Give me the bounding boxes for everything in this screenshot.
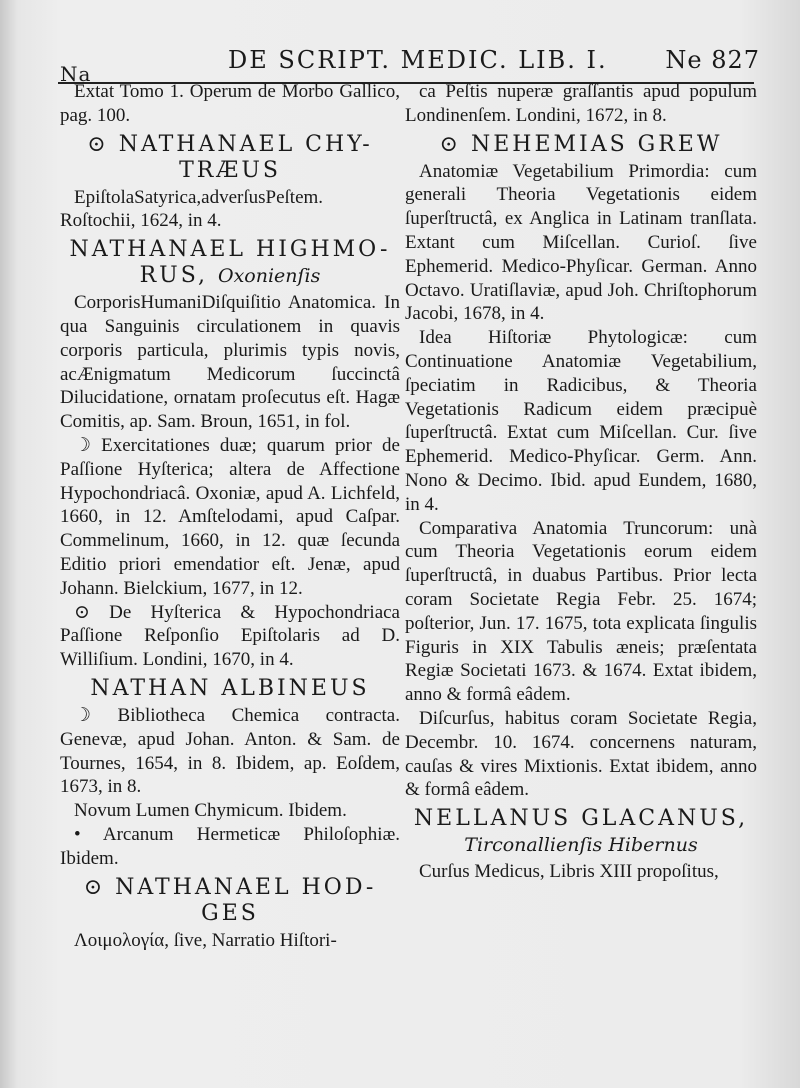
bibliographic-entry: • Arcanum Hermeticæ Philoſophiæ. Ibidem. xyxy=(60,823,400,869)
bibliographic-entry: Curſus Medicus, Libris XIII propoſitus, xyxy=(419,861,719,883)
bibliographic-entry: CorporisHumaniDiſquiſitio Anatomica. In qua Sanguinis circulationem in quavis corporis particula, plurimis typis novis, acÆnigmatum Medicorum ſuccinctâ Dilucidatione, ornatam proſecutus eſt. Hagæ Comitis, ap. Sam. Broun, 1651, in fol. xyxy=(60,292,400,433)
bibliographic-entry: EpiſtolaSatyrica,adverſusPeſtem. Roſtochii, 1624, in 4. xyxy=(60,186,324,232)
author-name: NATHAN ALBINEUS xyxy=(90,675,370,701)
left-column xyxy=(60,80,400,952)
running-header xyxy=(58,44,760,86)
bibliographic-entry: Extat Tomo 1. Operum de Morbo Gallico, pag. 100. xyxy=(60,81,400,126)
author-origin: Tirconallienſis Hibernus xyxy=(464,834,698,857)
right-column xyxy=(405,80,757,884)
bibliographic-entry: Idea Hiſtoriæ Phytologicæ: cum Continuatione Anatomiæ Vegetabilium, ſpeciatim in Radicibus, & Theoria Vegetationis Radicum eidem præcipuè ſuperſtructâ. Extat cum Miſcellan. Cur. ſive Ephemerid. Medico-Phyſicar. Germ. Ann. Nono & Decimo. Ibid. apud Eundem, 1680, in 4. xyxy=(405,327,757,515)
author-name: ⊙ NATHANAEL CHY-TRÆUS xyxy=(87,131,373,183)
author-heading xyxy=(60,676,400,702)
bibliographic-entry: Λοιμολογία, ſive, Narratio Hiſtori- xyxy=(74,929,337,951)
running-title: DE SCRIPT. MEDIC. LIB. I. xyxy=(228,46,608,74)
page-number: 827 xyxy=(711,46,760,74)
signature-mark: Na xyxy=(60,62,92,86)
bibliographic-entry: Anatomiæ Vegetabilium Primordia: cum generali Theoria Vegetationis eidem ſuperſtructâ, ex Anglica in Latinam tranſlata. Extant cum Miſcellan. Curioſ. ſive Ephemerid. Medico-Phyſicar. German. Anno Octavo. Uratiſlaviæ, apud Joh. Chriſtophorum Jacobi, 1678, in 4. xyxy=(405,160,757,325)
author-name: NELLANUS GLACANUS, xyxy=(413,806,749,832)
bibliographic-entry: ca Peſtis nuperæ graſſantis apud populum Londinenſem. Londini, 1672, in 8. xyxy=(405,81,757,126)
bibliographic-entry: ☽ Exercitationes duæ; quarum prior de Paſſione Hyſterica; altera de Affectione Hypochondriacâ. Oxoniæ, apud A. Lichfeld, 1660, in 12. Amſtelodami, apud Caſpar. Commelinum, 1660, in 12. quæ ſecunda Editio priori emendatior eſt. Jenæ, apud Johann. Bielckium, 1677, in 12. xyxy=(60,434,400,599)
author-name: NATHANAEL HIGHMO-RUS, xyxy=(69,237,391,289)
author-name: ⊙ NATHANAEL HOD-GES xyxy=(83,874,377,926)
column-ref: Ne xyxy=(665,46,703,74)
bibliographic-entry: Diſcurſus, habitus coram Societate Regia, Decembr. 10. 1674. concernens naturam, cauſas & vires Mixtionis. Extat ibidem, anno & formâ eâdem. xyxy=(405,707,757,801)
author-origin: Oxonienſis xyxy=(218,265,321,288)
author-heading xyxy=(60,237,400,289)
bibliographic-entry: ⊙ De Hyſterica & Hypochondriaca Paſſione Reſponſio Epiſtolaris ad D. Williſium. Londini, 1670, in 4. xyxy=(60,601,400,671)
bibliographic-entry: Comparativa Anatomia Truncorum: unà cum Theoria Vegetationis eorum eidem ſuperſtructâ, in duabus Partibus. Prior lecta coram Societate Regia Febr. 25. 1674; poſterior, Jun. 17. 1675, tota explicata ſingulis Figuris in XIX Tabulis æneis; præſentata Regiæ Societati 1673. & 1674. Extat ibidem, anno & formâ eâdem. xyxy=(405,517,757,706)
author-heading xyxy=(60,132,400,184)
author-heading xyxy=(405,132,757,158)
bibliographic-entry: Novum Lumen Chymicum. Ibidem. xyxy=(74,800,347,822)
author-name: ⊙ NEHEMIAS GREW xyxy=(439,131,723,157)
bibliographic-entry: ☽ Bibliotheca Chemica contracta. Genevæ, apud Johan. Anton. & Sam. de Tournes, 1654, in 8. Ibidem, ap. Eoſdem, 1673, in 8. xyxy=(60,704,400,798)
page-number-group xyxy=(665,46,760,74)
author-heading xyxy=(60,875,400,927)
author-heading xyxy=(405,806,757,858)
